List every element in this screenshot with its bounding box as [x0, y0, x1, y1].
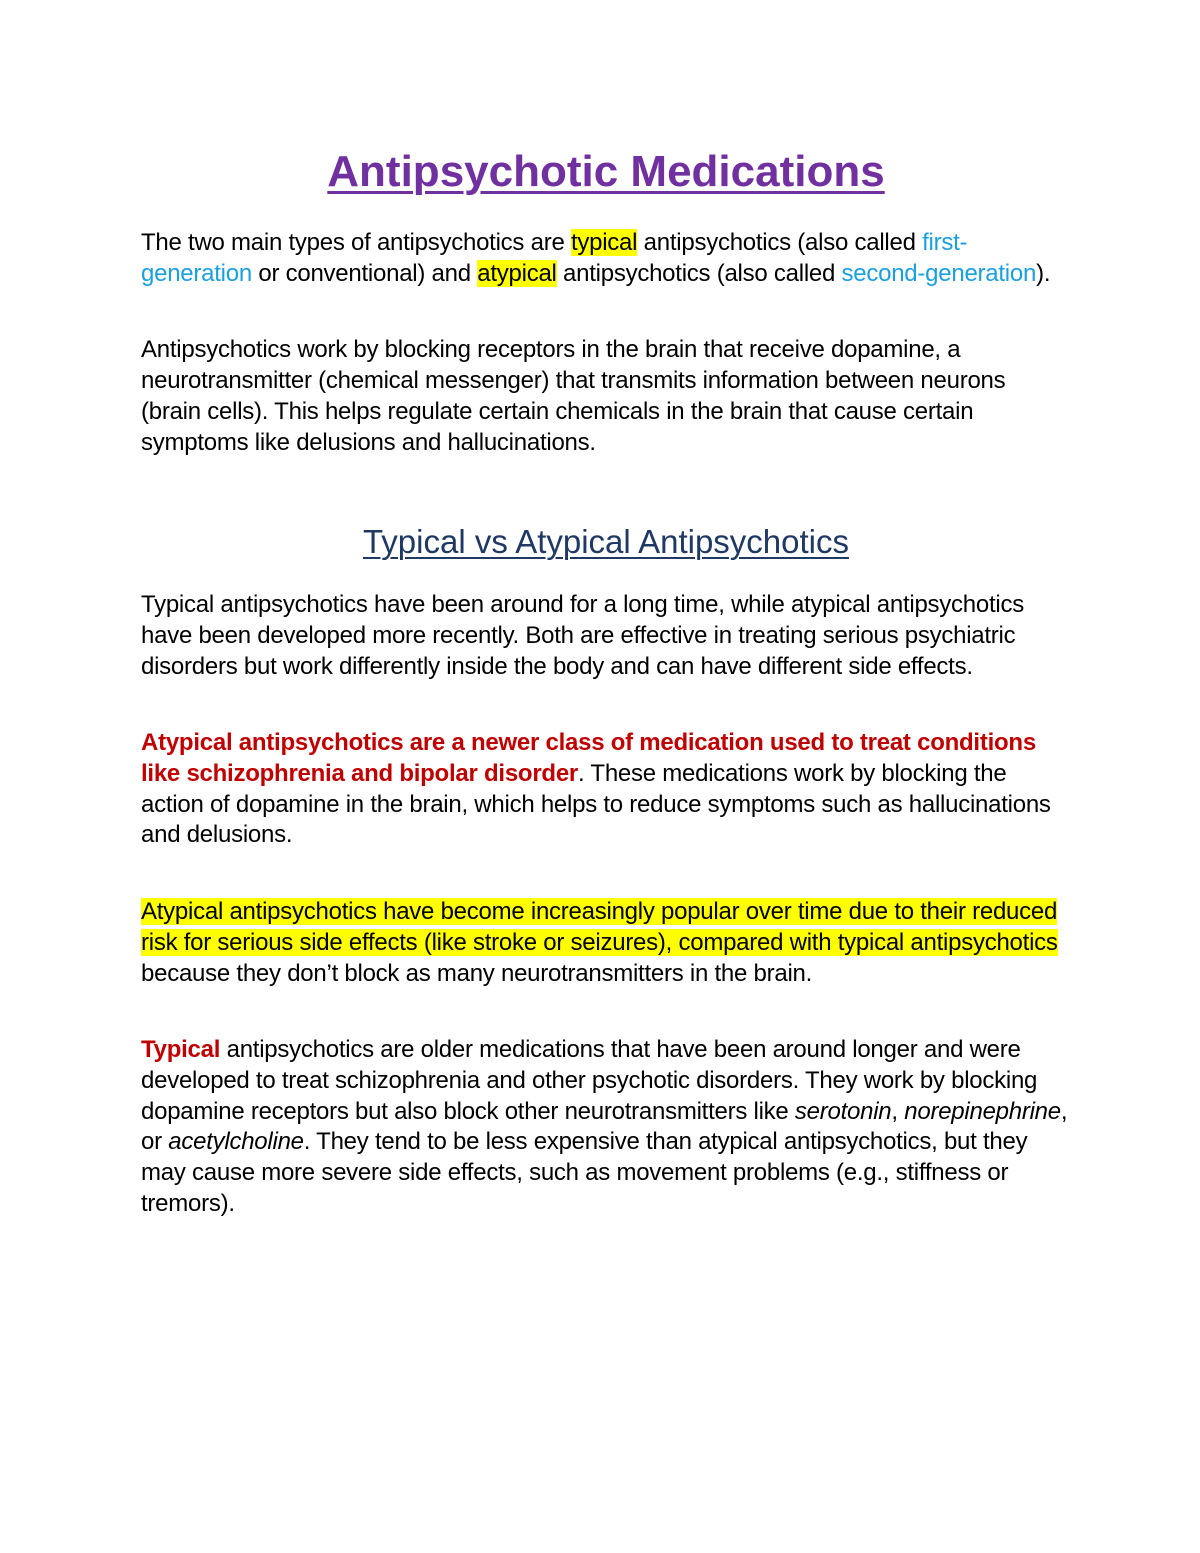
highlighted-statement: Atypical antipsychotics have become increasingly popular over time due to their reduced risk for serious side effects (like stroke or seizures), compared with typical antipsychotics [141, 898, 1058, 956]
emphasized-statement: Atypical antipsychotics are a newer class of medication used to treat conditions like schizophrenia and bipolar disorder [141, 729, 1036, 788]
text-run: antipsychotics (also called [637, 229, 923, 256]
paragraph-types-intro [141, 228, 1071, 289]
emphasized-term-typical: Typical [141, 1036, 221, 1064]
text-run: . These medications work by blocking the action of dopamine in the brain, which helps to reduce symptoms such as hallucinations and delusions. [141, 760, 1051, 849]
text-run: ). [1036, 259, 1051, 287]
paragraph-mechanism: Antipsychotics work by blocking receptors in the brain that receive dopamine, a neurotransmitter (chemical messenger) that transmits information between neurons (brain cells). This helps regulate certain chemicals in the brain that cause certain symptoms like delusions and hallucinations. [141, 336, 1006, 456]
section-heading: Typical vs Atypical Antipsychotics [362, 523, 850, 561]
text-run: because they don’t block as many neurotransmitters in the brain. [141, 959, 813, 987]
text-run: . They tend to be less expensive than atypical antipsychotics, but they may cause more severe side effects, such as movement problems (e.g., stiffness or tremors). [141, 1128, 1028, 1217]
paragraph-typical-details [141, 1035, 1071, 1219]
highlighted-term-typical: typical [570, 229, 638, 256]
text-run: or conventional) and [251, 259, 478, 287]
italic-term-serotonin: serotonin [794, 1097, 892, 1125]
text-run: antipsychotics are older medications that have been around longer and were developed to treat schizophrenia and other psychotic disorders. They work by blocking dopamine receptors but also block other neurotransmitters like [141, 1036, 1038, 1125]
colored-term-first-generation: first-generation [141, 229, 968, 287]
text-run: , or [141, 1097, 1068, 1156]
paragraph-atypical-popularity [141, 897, 1071, 989]
document-page [141, 140, 1071, 1219]
italic-term-acetylcholine: acetylcholine [168, 1128, 304, 1156]
text-run: antipsychotics (also called [556, 259, 842, 287]
text-run: The two main types of antipsychotics are [141, 229, 571, 256]
text-run: , [891, 1097, 905, 1125]
highlighted-term-atypical: atypical [477, 259, 557, 287]
document-title: Antipsychotic Medications [327, 147, 885, 196]
paragraph-comparison: Typical antipsychotics have been around for a long time, while atypical antipsychotics have been developed more recently. Both are effective in treating serious psychiatric disorders but work differently inside the body and can have different side effects. [141, 591, 1024, 680]
colored-term-second-generation: second-generation [841, 259, 1037, 287]
italic-term-norepinephrine: norepinephrine [904, 1097, 1061, 1125]
paragraph-atypical-class [141, 728, 1071, 851]
